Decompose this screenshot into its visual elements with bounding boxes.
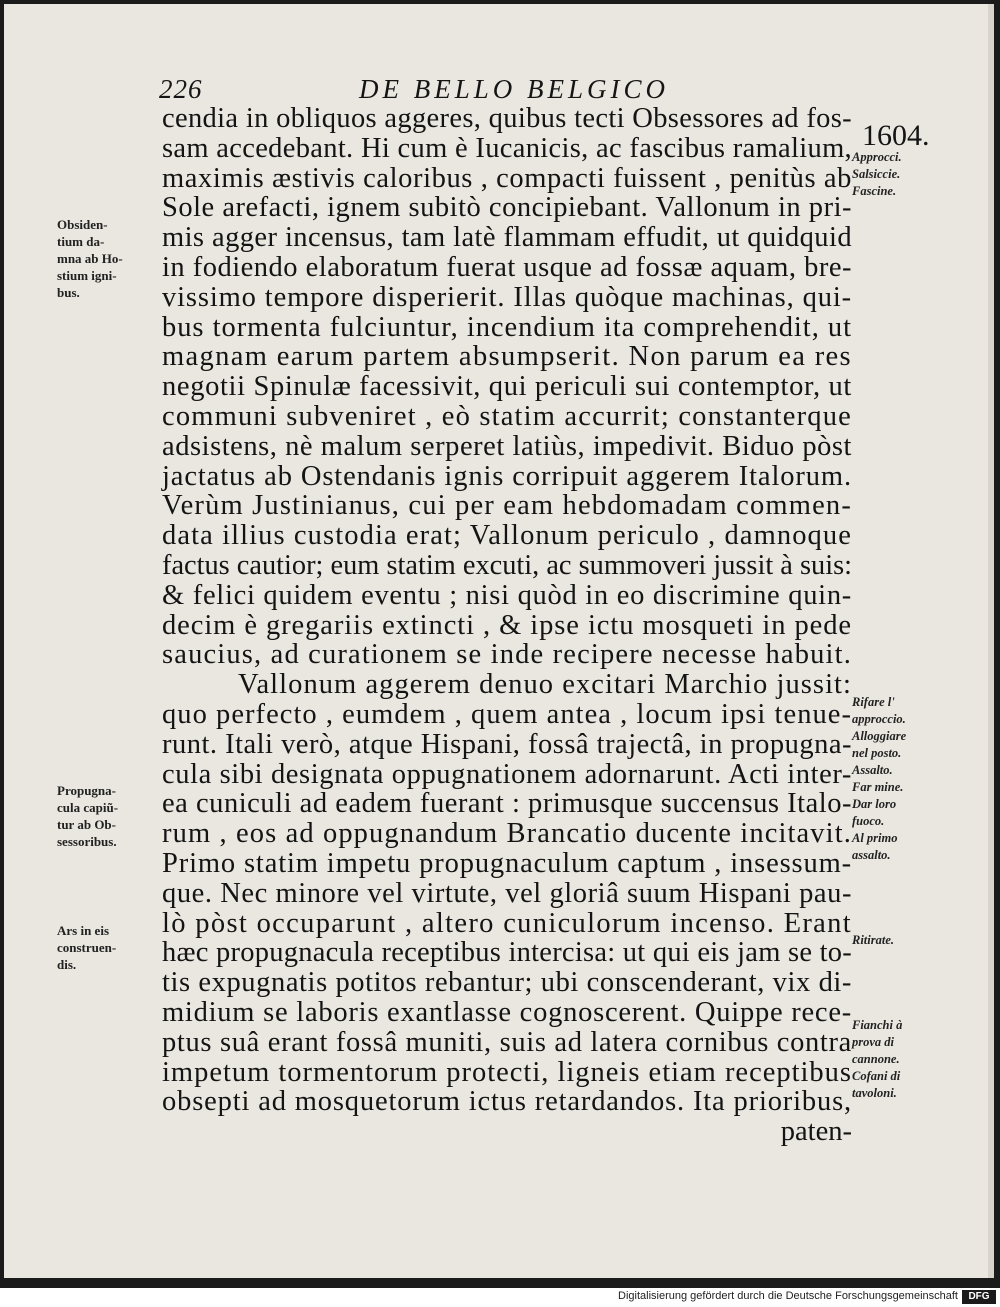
text-line: adsistens, nè malum serperet latiùs, impedivit. Biduo pòst [162,430,852,462]
marginal-note-left: Obsiden- tium da- mna ab Ho- stium igni- bus. [57,217,123,300]
text-line: lò pòst occuparunt , altero cuniculorum incenso. Erant [162,907,852,939]
text-line: decim è gregariis extincti , & ipse ictu mosqueti in pede [162,609,852,641]
text-line: in fodiendo elaboratum fuerat usque ad fossæ aquam, bre- [162,251,852,283]
running-title: DE BELLO BELGICO [359,74,670,104]
catchword: paten- [780,1116,852,1148]
text-line: ea cuniculi ad eadem fuerant : primusque succensus Italo- [162,788,852,820]
text-line: communi subveniret , eò statim accurrit; constanterque [162,400,852,432]
text-line: obsepti ad mosquetorum ictus retardandos. Ita prioribus, [162,1086,852,1118]
text-line: quo perfecto , eumdem , quem antea , locum ipsi tenue- [162,698,852,730]
text-line: negotii Spinulæ facessivit, qui periculi sui contemptor, ut [162,371,852,403]
text-line: sam accedebant. Hi cum è Iucanicis, ac fascibus ramalium, [162,132,852,164]
marginal-note-right: Fianchi à prova di cannone. Cofani di tavoloni. [852,1018,903,1100]
year-marginal: 1604. [862,119,930,152]
page-number: 226 [159,74,203,104]
text-line: runt. Itali verò, atque Hispani, fossâ trajectâ, in propugna- [162,728,852,760]
marginal-note-left: Ars in eis construen- dis. [57,923,117,972]
marginal-note-left: Propugna- cula capiũ- tur ab Ob- sessoribus. [57,783,119,849]
book-page [4,4,994,1278]
text-line: impetum tormentorum protecti, ligneis etiam receptibus [162,1056,852,1088]
text-line: cula sibi designata oppugnationem adornarunt. Acti inter- [162,758,852,790]
text-line: rum , eos ad oppugnandum Brancatio ducente incitavit. [162,818,852,850]
text-line: Verùm Justinianus, cui per eam hebdomadam commen- [162,490,852,522]
text-line: Sole arefacti, ignem subitò concipiebant. Vallonum in pri- [162,192,852,224]
marginal-note-right: Ritirate. [852,933,895,947]
text-line: maximis æstivis caloribus , compacti fuissent , penitùs ab [162,162,852,194]
text-line: tis expugnatis potitos rebantur; ubi conscenderant, vix di- [162,967,852,999]
text-line: saucius, ad curationem se inde recipere necesse habuit. [162,639,852,671]
text-line: que. Nec minore vel virtute, vel gloriâ suum Hispani pau- [162,877,852,909]
text-line: factus cautior; eum statim excuti, ac summoveri jussit à suis: [162,549,852,581]
page-edge [988,4,994,1278]
text-line: ptus suâ erant fossâ muniti, suis ad latera cornibus contra [162,1026,852,1058]
text-line: data illius custodia erat; Vallonum periculo , damnoque [162,520,852,552]
text-line: bus tormenta fulciuntur, incendium ita comprehendit, ut [162,311,852,343]
text-line: magnam earum partem absumpserit. Non parum ea res [162,341,852,373]
marginal-note-right: Rifare l' approccio. Alloggiare nel posto. Assalto. Far mine. Dar loro fuoco. Al primo assalto. [852,695,907,862]
text-line: vissimo tempore disperierit. Illas quòque machinas, qui- [162,281,852,313]
marginal-note-right: Approcci. Salsiccie. Fascine. [852,150,902,198]
footer-bar [0,1288,1000,1307]
body-text [162,104,852,1147]
text-line: midium se laboris exantlasse cognoscerent. Quippe rece- [162,996,852,1028]
text-line: cendia in obliquos aggeres, quibus tecti Obsessores ad fos- [162,103,852,134]
text-line: & felici quidem eventu ; nisi quòd in eo discrimine quin- [162,579,852,611]
dfg-logo: DFG [962,1290,996,1304]
funding-notice: Digitalisierung gefördert durch die Deutsche Forschungsgemeinschaft [618,1290,958,1302]
text-line: mis agger incensus, tam latè flammam effudit, ut quidquid [162,222,852,254]
text-line: Vallonum aggerem denuo excitari Marchio jussit: [238,669,852,701]
text-line: Primo statim impetu propugnaculum captum , insessum- [162,847,852,879]
text-line: jactatus ab Ostendanis ignis corripuit aggerem Italorum. [162,460,852,492]
text-line: hæc propugnacula receptibus intercisa: ut qui eis jam se to- [162,937,852,969]
